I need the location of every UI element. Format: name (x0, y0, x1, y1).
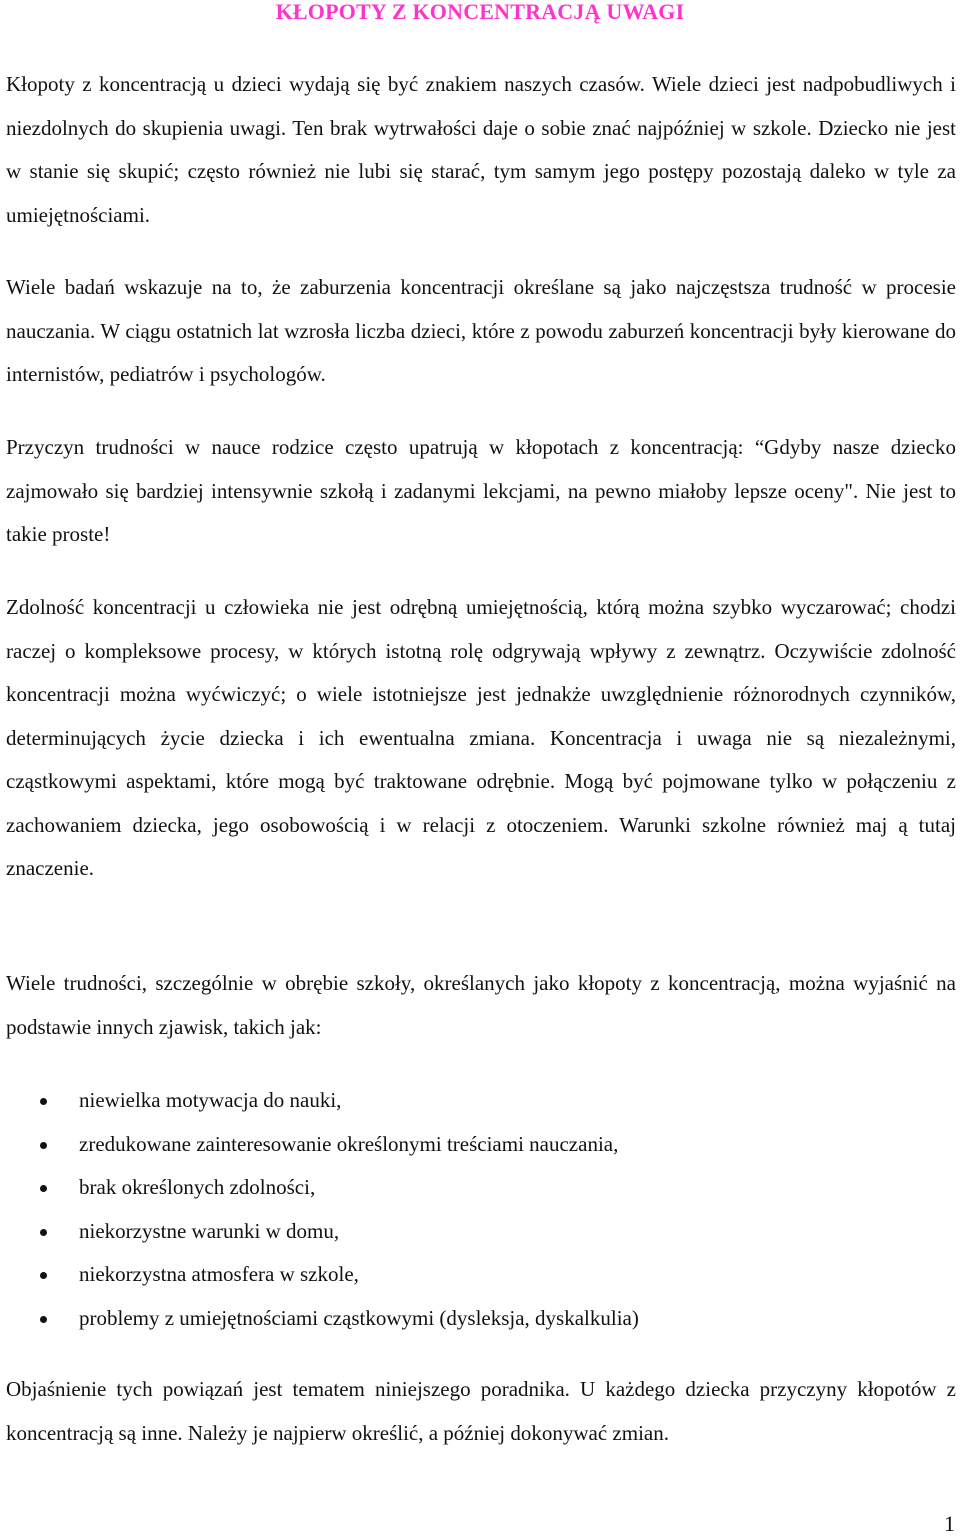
list-item (0, 1079, 960, 1123)
list-item (0, 1123, 960, 1167)
list-item-text: zredukowane zainteresowanie określonymi treściami nauczania, (79, 1131, 619, 1156)
list-item-text: niekorzystne warunki w domu, (79, 1218, 340, 1243)
paragraph-closing: Objaśnienie tych powiązań jest tematem niniejszego poradnika. U każdego dziecka przyczyny kłopotów z koncentracją są inne. Należy je najpierw określić, a później dokonywać zmian. (6, 1377, 956, 1445)
paragraph-parents: Przyczyn trudności w nauce rodzice często upatrują w kłopotach z koncentracją: “Gdyby nasze dziecko zajmowało się bardziej intensywnie szkołą i zadanymi lekcjami, na pewno miałoby lepsze oceny". Nie jest to takie proste! (6, 435, 956, 546)
paragraph-difficulties: Wiele trudności, szczególnie w obrębie szkoły, określanych jako kłopoty z koncentracją, można wyjaśnić na podstawie innych zjawisk, takich jak: (6, 971, 956, 1039)
list-item-text: brak określonych zdolności, (79, 1175, 316, 1199)
bullet-icon (40, 1098, 47, 1105)
paragraph-research: Wiele badań wskazuje na to, że zaburzenia koncentracji określane są jako najczęstsza trudność w procesie nauczania. W ciągu ostatnich lat wzrosła liczba dzieci, które z powodu zaburzeń koncentracji były kierowane do internistów, pediatrów i psychologów. (6, 275, 956, 386)
paragraph-intro: Kłopoty z koncentracją u dzieci wydają się być znakiem naszych czasów. Wiele dzieci jest nadpobudliwych i niezdolnych do skupienia uwagi. Ten brak wytrwałości daje o sobie znać najpóźniej w szkole. Dziecko nie jest w stanie się skupić; często również nie lubi się starać, tym samym jego postępy pozostają daleko w tyle za umiejętnościami. (6, 72, 956, 227)
list-item-text: niewielka motywacja do nauki, (79, 1088, 342, 1112)
list-item-text: problemy z umiejętnościami cząstkowymi (dysleksja, dyskalkulia) (79, 1305, 639, 1330)
list-item (0, 1210, 960, 1254)
document-title: KŁOPOTY Z KONCENTRACJĄ UWAGI (275, 0, 685, 24)
bullet-icon (40, 1316, 47, 1323)
list-item (0, 1253, 960, 1297)
bullet-icon (40, 1142, 47, 1149)
bullet-icon (40, 1229, 47, 1236)
list-item (0, 1166, 960, 1210)
list-item-text: niekorzystna atmosfera w szkole, (79, 1262, 359, 1286)
list-item (0, 1297, 960, 1341)
page-number: 1 (944, 1511, 955, 1536)
bullet-icon (40, 1185, 47, 1192)
bullet-icon (40, 1272, 47, 1279)
causes-list (0, 1079, 960, 1340)
paragraph-ability: Zdolność koncentracji u człowieka nie jest odrębną umiejętnością, którą można szybko wyczarować; chodzi raczej o kompleksowe procesy, w których istotną rolę odgrywają wpływy z zewnątrz. Oczywiście zdolność koncentracji można wyćwiczyć; o wiele istotniejsze jest jednakże uwzględnienie różnorodnych czynników, determinujących życie dziecka i ich ewentualna zmiana. Koncentracja i uwaga nie są niezależnymi, cząstkowymi aspektami, które mogą być traktowane odrębnie. Mogą być pojmowane tylko w połączeniu z zachowaniem dziecka, jego osobowością i w relacji z otoczeniem. Warunki szkolne również maj ą tutaj znaczenie. (6, 595, 956, 880)
